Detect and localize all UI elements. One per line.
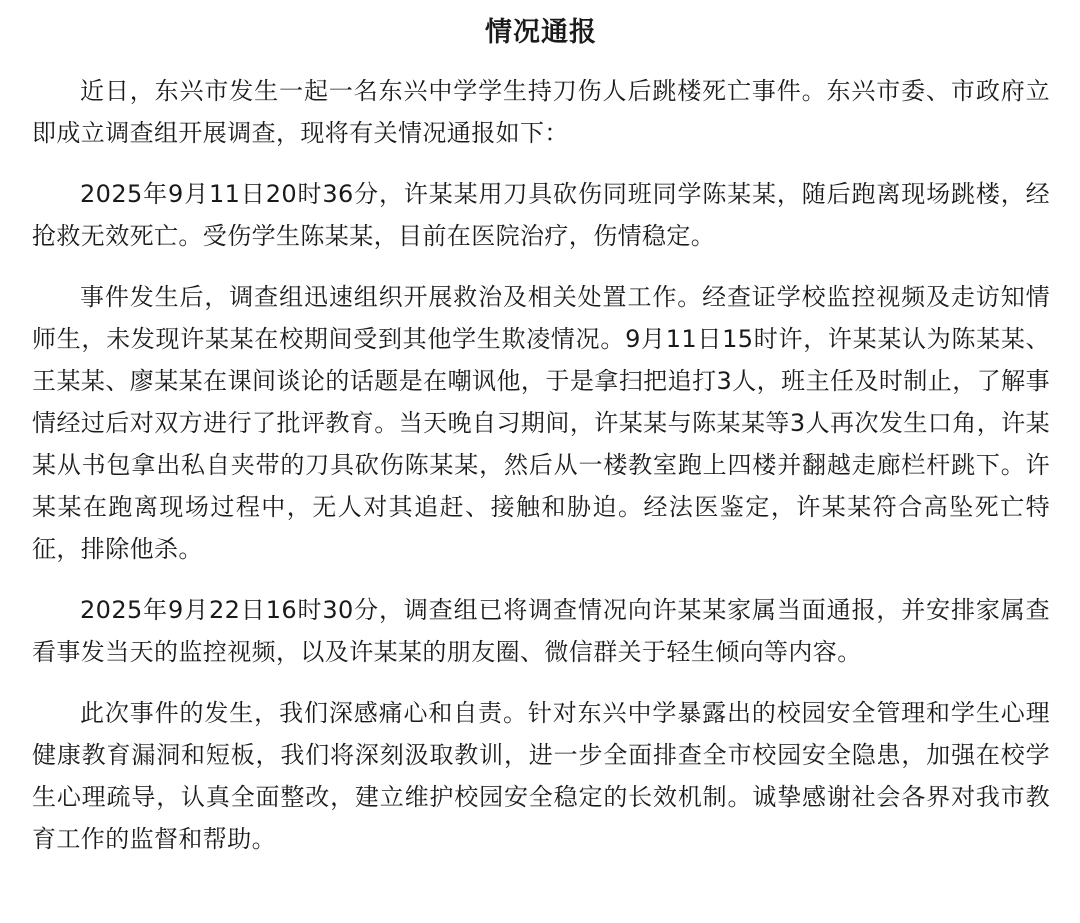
paragraph-family-notice: 2025年9月22日16时30分，调查组已将调查情况向许某某家属当面通报，并安排家属查看事发当天的监控视频，以及许某某的朋友圈、微信群关于轻生倾向等内容。 xyxy=(32,596,1050,666)
paragraph-investigation: 事件发生后，调查组迅速组织开展救治及相关处置工作。经查证学校监控视频及走访知情师生，未发现许某某在校期间受到其他学生欺凌情况。9月11日15时许，许某某认为陈某某、王某某、廖某某在课间谈论的话题是在嘲讽他，于是拿扫把追打3人，班主任及时制止，了解事情经过后对双方进行了批评教育。当天晚自习期间，许某某与陈某某等3人再次发生口角，许某某从书包拿出私自夹带的刀具砍伤陈某某，然后从一楼教室跑上四楼并翻越走廊栏杆跳下。许某某在跑离现场过程中，无人对其追赶、接触和胁迫。经法医鉴定，许某某符合高坠死亡特征，排除他杀。 xyxy=(32,283,1050,563)
paragraph-incident: 2025年9月11日20时36分，许某某用刀具砍伤同班同学陈某某，随后跑离现场跳楼，经抢救无效死亡。受伤学生陈某某，目前在医院治疗，伤情稳定。 xyxy=(32,180,1050,250)
document-title: 情况通报 xyxy=(485,17,597,48)
paragraph-conclusion: 此次事件的发生，我们深感痛心和自责。针对东兴中学暴露出的校园安全管理和学生心理健康教育漏洞和短板，我们将深刻汲取教训，进一步全面排查全市校园安全隐患，加强在校学生心理疏导，认真全面整改，建立维护校园安全稳定的长效机制。诚挚感谢社会各界对我市教育工作的监督和帮助。 xyxy=(32,699,1050,853)
paragraph-intro: 近日，东兴市发生一起一名东兴中学学生持刀伤人后跳楼死亡事件。东兴市委、市政府立即成立调查组开展调查，现将有关情况通报如下： xyxy=(32,77,1050,147)
